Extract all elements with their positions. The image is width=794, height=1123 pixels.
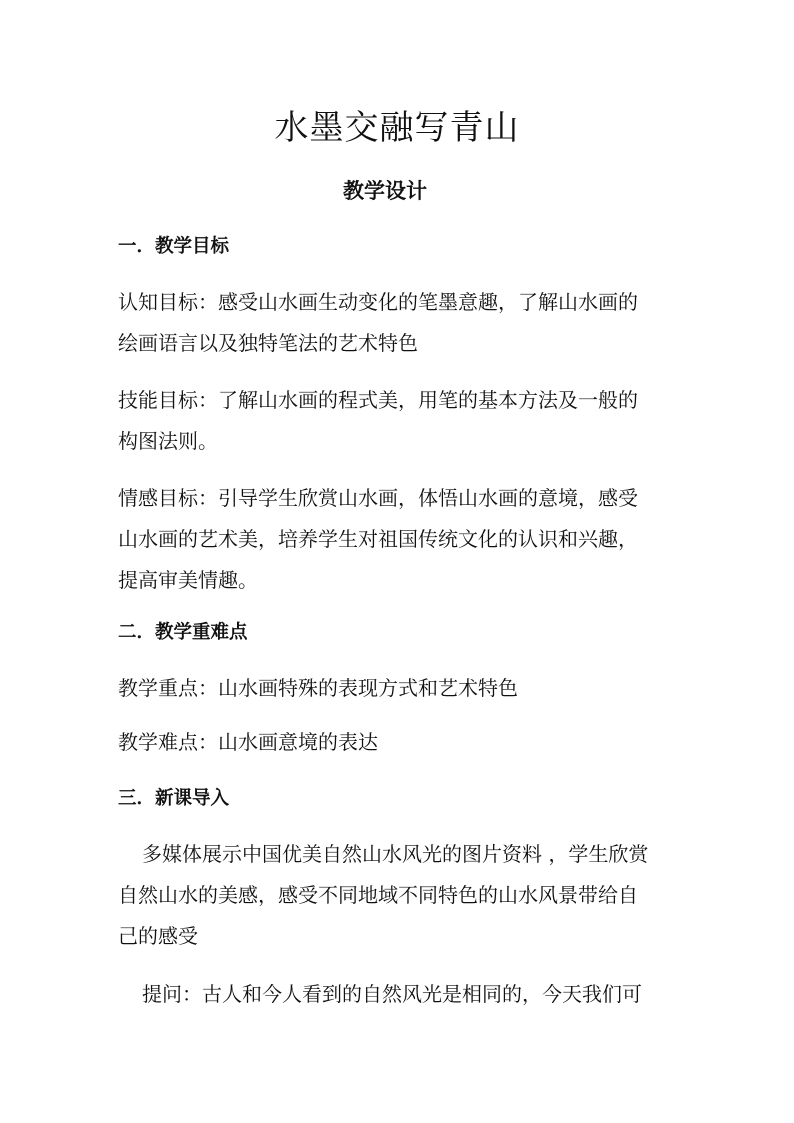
paragraph-line: 多媒体展示中国优美自然山水风光的图片资料 ，学生欣赏 <box>142 842 649 866</box>
paragraph-emotional-goal <box>118 478 678 601</box>
paragraph-line: 情感目标：引导学生欣赏山水画，体悟山水画的意境，感受 <box>118 486 638 510</box>
paragraph-multimedia <box>118 834 678 957</box>
paragraph-skill-goal <box>118 380 678 462</box>
paragraph-line: 教学重点：山水画特殊的表现方式和艺术特色 <box>118 676 518 700</box>
paragraph-question <box>118 974 678 1015</box>
paragraph-line: 提高审美情趣。 <box>118 568 258 592</box>
paragraph-line: 山水画的艺术美，培养学生对祖国传统文化的认识和兴趣， <box>118 527 638 551</box>
paragraph-line: 提问：古人和今人看到的自然风光是相同的，今天我们可 <box>142 982 642 1006</box>
paragraph-line: 绘画语言以及独特笔法的艺术特色 <box>118 331 418 355</box>
paragraph-line: 构图法则。 <box>118 429 218 453</box>
section-heading-introduction: 三．新课导入 <box>118 788 230 809</box>
paragraph-line: 技能目标：了解山水画的程式美，用笔的基本方法及一般的 <box>118 388 638 412</box>
paragraph-line: 自然山水的美感，感受不同地域不同特色的山水风景带给自 <box>118 883 638 907</box>
paragraph-line: 认知目标：感受山水画生动变化的笔墨意趣，了解山水画的 <box>118 290 638 314</box>
document-subtitle: 教学设计 <box>343 178 427 203</box>
section-heading-key-points: 二．教学重难点 <box>118 622 248 643</box>
paragraph-difficult-point <box>118 722 678 763</box>
paragraph-line: 己的感受 <box>118 924 198 948</box>
section-heading-objectives: 一．教学目标 <box>118 236 230 257</box>
paragraph-line: 教学难点：山水画意境的表达 <box>118 730 378 754</box>
paragraph-key-point <box>118 668 678 709</box>
document-title: 水墨交融写青山 <box>274 108 520 148</box>
paragraph-cognitive-goal <box>118 282 678 364</box>
